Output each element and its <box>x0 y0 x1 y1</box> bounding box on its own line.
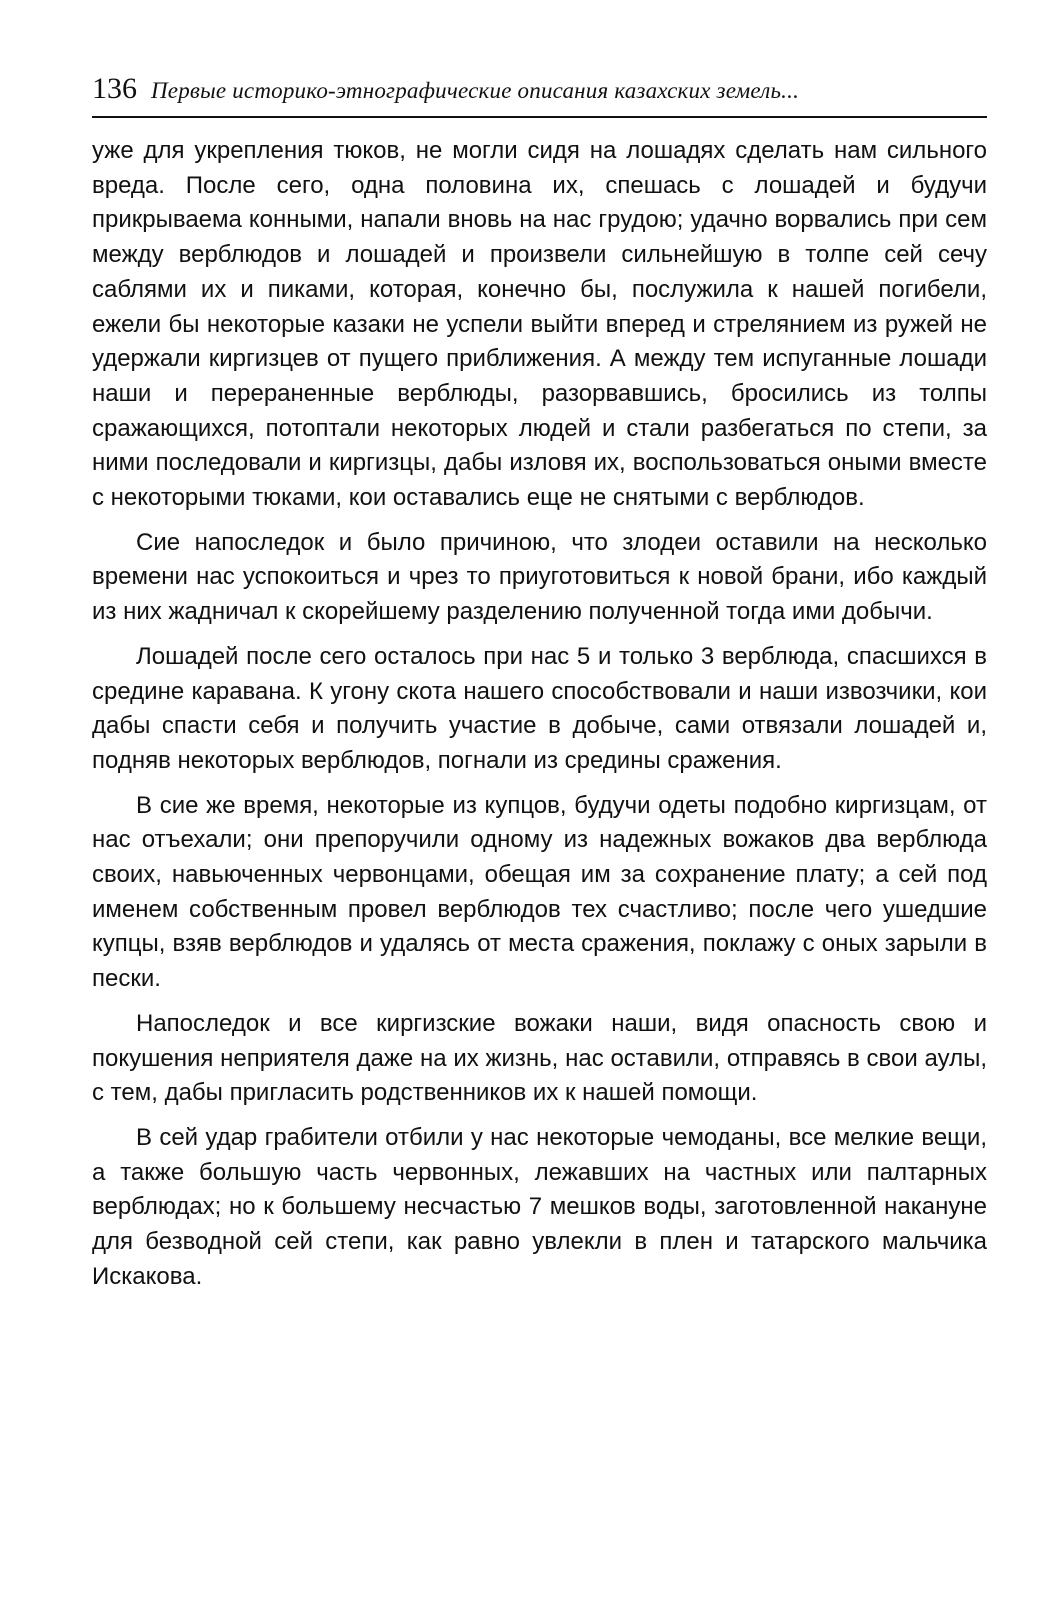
body-text <box>92 134 987 1305</box>
paragraph-4: В сие же время, некоторые из купцов, будучи одеты подобно киргизцам, от нас отъехали; они препоручили одному из надежных вожаков два верблюда своих, навьюченных червонцами, обещая им за сохранение плату; а сей под именем собственным провел верблюдов тех счастливо; после чего ушедшие купцы, взяв верблюдов и удалясь от места сражения, поклажу с оных зарыли в пески. <box>92 791 987 993</box>
header-rule <box>92 116 987 118</box>
page-header <box>92 72 992 112</box>
paragraph-1: уже для укрепления тюков, не могли сидя на лошадях сделать нам сильного вреда. После сего, одна половина их, спешась с лошадей и будучи прикрываема конными, напали вновь на нас грудою; удачно ворвались при сем между верблюдов и лошадей и произвели сильнейшую в толпе сей сечу саблями их и пиками, которая, конечно бы, послужила к нашей погибели, ежели бы некоторые казаки не успели выйти вперед и стрелянием из ружей не удержали киргизцев от пущего приближения. А между тем испуганные лошади наши и перераненные верблюды, разорвавшись, бросились из толпы сражающихся, потоптали некоторых людей и стали разбегаться по степи, за ними последовали и киргизцы, дабы изловя их, воспользоваться оными вместе с некоторыми тюками, кои оставались еще не снятыми с верблюдов. <box>92 137 987 512</box>
running-title: Первые историко-этнографические описания казахских земель... <box>151 78 800 103</box>
paragraph-6: В сей удар грабители отбили у нас некоторые чемоданы, все мелкие вещи, а также большую часть червонных, лежавших на частных или палтарных верблюдах; но к большему несчастью 7 мешков воды, заготовленной накануне для безводной сей степи, как равно увлекли в плен и татарского мальчика Искакова. <box>92 1123 987 1290</box>
page-number: 136 <box>92 72 137 105</box>
paragraph-5: Напоследок и все киргизские вожаки наши, видя опасность свою и покушения неприятеля даже на их жизнь, нас оставили, отправясь в свои аулы, с тем, дабы пригласить родственников их к нашей помощи. <box>92 1009 987 1107</box>
paragraph-3: Лошадей после сего осталось при нас 5 и только 3 верблюда, спасшихся в средине каравана. К угону скота нашего способствовали и наши извозчики, кои дабы спасти себя и получить участие в добыче, сами отвязали лошадей и, подняв некоторых верблюдов, погнали из средины сражения. <box>92 642 987 774</box>
paragraph-2: Сие напоследок и было причиною, что злодеи оставили на несколько времени нас успокоиться и чрез то приуготовиться к новой брани, ибо каждый из них жадничал к скорейшему разделению полученной тогда ими добычи. <box>92 528 987 626</box>
